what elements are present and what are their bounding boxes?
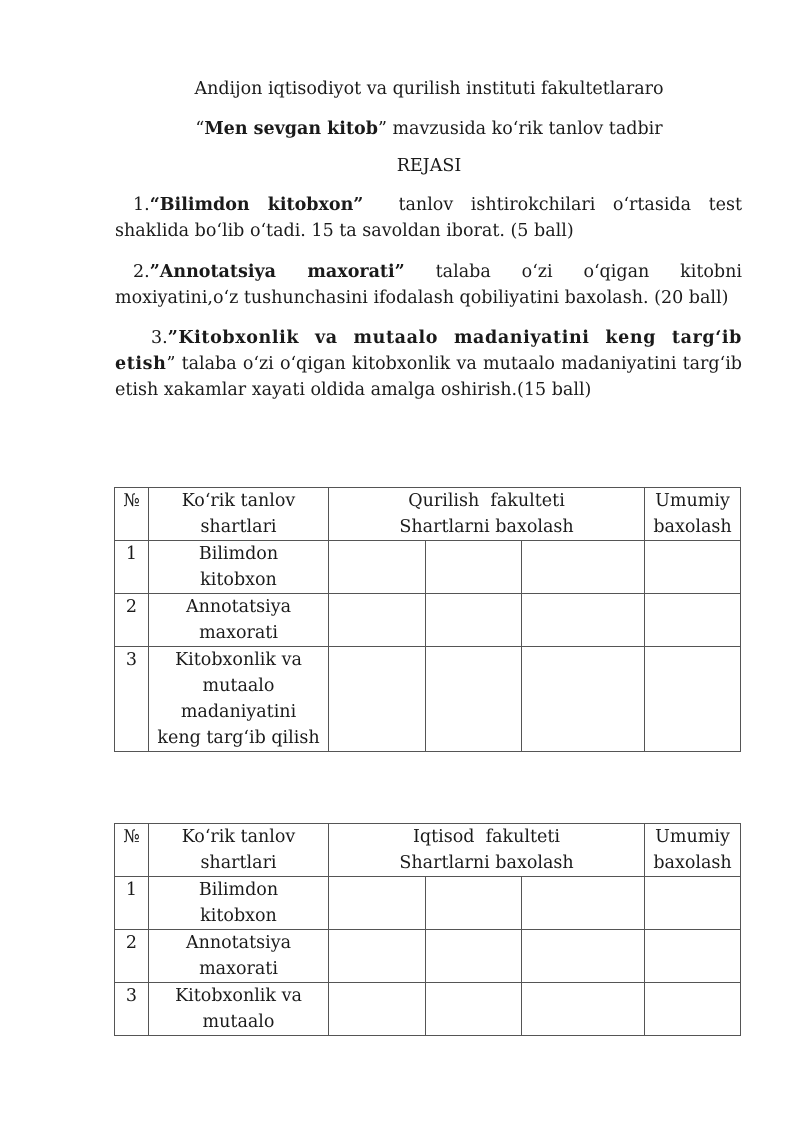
- score-cell[interactable]: [426, 930, 522, 983]
- score-cell[interactable]: [426, 877, 522, 930]
- score-cell[interactable]: [426, 541, 522, 594]
- institute-title: Andijon iqtisodiyot va qurilish instituti fakultetlararo: [194, 79, 664, 99]
- number-header: №: [115, 488, 149, 541]
- score-cell[interactable]: [426, 647, 522, 752]
- plan-heading: REJASI: [396, 156, 462, 176]
- score-cell[interactable]: [426, 594, 522, 647]
- total-cell[interactable]: [645, 541, 741, 594]
- total-cell[interactable]: [645, 594, 741, 647]
- criteria-cell: Kitobxonlik va mutaalo madaniyatini keng targʻib qilish: [149, 647, 329, 752]
- score-cell[interactable]: [522, 877, 645, 930]
- faculty-header: Qurilish fakulteti Shartlarni baxolash: [329, 488, 645, 541]
- criteria-cell: Annotatsiya maxorati: [149, 594, 329, 647]
- event-title: [0, 116, 800, 142]
- total-cell[interactable]: [645, 930, 741, 983]
- row-number: 1: [115, 541, 149, 594]
- table-row: [115, 930, 741, 983]
- total-cell[interactable]: [645, 647, 741, 752]
- score-cell[interactable]: [522, 594, 645, 647]
- score-cell[interactable]: [426, 983, 522, 1036]
- number-header: №: [115, 824, 149, 877]
- criteria-header: Koʻrik tanlov shartlari: [149, 488, 329, 541]
- iqtisod-faculty-table: [114, 823, 741, 1036]
- plan-item-3-text: ” talaba oʻzi oʻqigan kitobxonlik va mutaalo madaniyatini targʻib etish xakamlar xayati oldida amalga oshirish.(15 ball): [115, 354, 742, 400]
- score-cell[interactable]: [522, 930, 645, 983]
- score-cell[interactable]: [329, 647, 426, 752]
- plan-item-2-text: talaba oʻzi oʻqigan kitobni moxiyatini,oʻz tushunchasini ifodalash qobiliyatini baxolash. (20 ball): [115, 262, 743, 308]
- plan-item-3-title: ”Kitobxonlik va mutaalo madaniyatini keng targʻib etish: [115, 328, 742, 374]
- criteria-cell: Bilimdon kitobxon: [149, 877, 329, 930]
- row-number: 2: [115, 930, 149, 983]
- criteria-cell: Kitobxonlik va mutaalo: [149, 983, 329, 1036]
- row-number: 3: [115, 647, 149, 752]
- total-header: Umumiy baxolash: [645, 488, 741, 541]
- criteria-header: Koʻrik tanlov shartlari: [149, 824, 329, 877]
- plan-item-2-number: 2.: [133, 262, 150, 282]
- score-cell[interactable]: [329, 877, 426, 930]
- plan-item-2-title: ”Annotatsiya maxorati”: [149, 262, 405, 282]
- qurilish-faculty-table: [114, 487, 741, 752]
- event-title-open-quote: “: [195, 119, 205, 139]
- table-row: [115, 541, 741, 594]
- book-theme: Men sevgan kitob: [204, 119, 378, 139]
- total-cell[interactable]: [645, 983, 741, 1036]
- plan-item-3-number: 3.: [151, 328, 168, 348]
- criteria-cell: Bilimdon kitobxon: [149, 541, 329, 594]
- plan-item-1-text: tanlov ishtirokchilari oʻrtasida test shaklida boʻlib oʻtadi. 15 ta savoldan iborat. (5 ball): [115, 195, 748, 241]
- plan-item-1-number: 1.: [133, 195, 150, 215]
- score-cell[interactable]: [329, 930, 426, 983]
- faculty-header: Iqtisod fakulteti Shartlarni baxolash: [329, 824, 645, 877]
- plan-item-1: [115, 192, 748, 244]
- total-header: Umumiy baxolash: [645, 824, 741, 877]
- plan-item-1-title: “Bilimdon kitobxon”: [149, 195, 364, 215]
- table-row: [115, 983, 741, 1036]
- event-title-rest: ” mavzusida koʻrik tanlov tadbir: [377, 119, 663, 139]
- score-cell[interactable]: [522, 983, 645, 1036]
- plan-item-2: [115, 259, 742, 311]
- score-cell[interactable]: [522, 541, 645, 594]
- table-row: [115, 647, 741, 752]
- table-row: [115, 594, 741, 647]
- criteria-cell: Annotatsiya maxorati: [149, 930, 329, 983]
- plan-item-3: [115, 325, 742, 403]
- table-header-row: [115, 488, 741, 541]
- row-number: 3: [115, 983, 149, 1036]
- row-number: 2: [115, 594, 149, 647]
- table-row: [115, 877, 741, 930]
- table-header-row: [115, 824, 741, 877]
- score-cell[interactable]: [329, 983, 426, 1036]
- total-cell[interactable]: [645, 877, 741, 930]
- score-cell[interactable]: [329, 594, 426, 647]
- row-number: 1: [115, 877, 149, 930]
- score-cell[interactable]: [522, 647, 645, 752]
- score-cell[interactable]: [329, 541, 426, 594]
